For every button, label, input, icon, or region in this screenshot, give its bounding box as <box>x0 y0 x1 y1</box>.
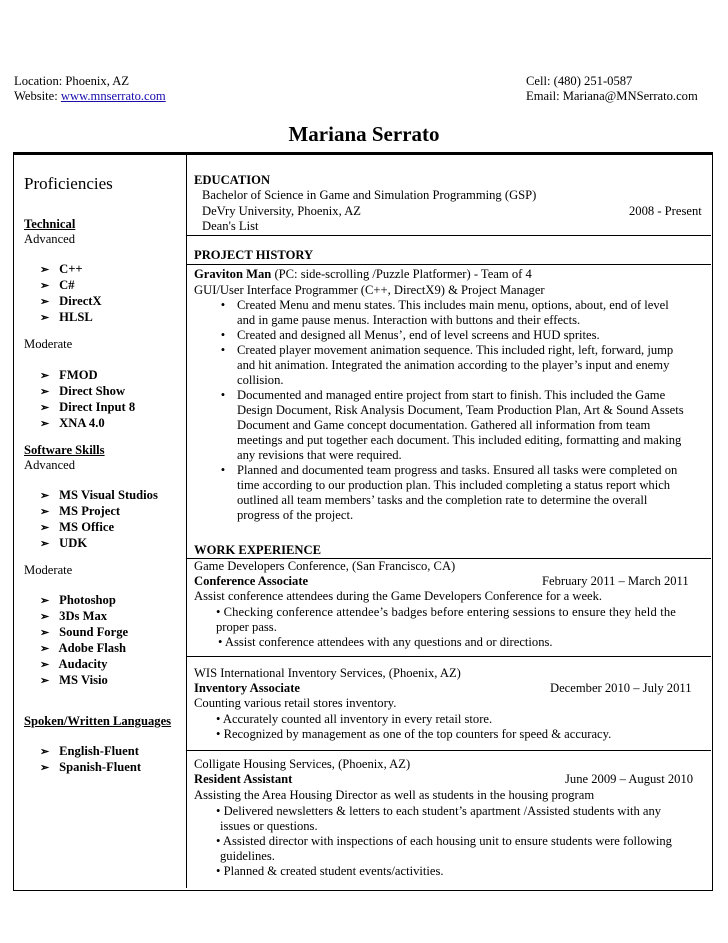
advanced-skill-list <box>40 262 102 326</box>
project-bullets <box>216 298 684 523</box>
bullet-icon: • <box>220 343 226 357</box>
candidate-name: Mariana Serrato <box>288 122 440 146</box>
job-summary: Assisting the Area Housing Director as well as students in the housing program <box>194 788 595 802</box>
job-bullets <box>216 804 672 879</box>
job-organization: Colligate Housing Services, (Phoenix, AZ) <box>194 757 411 771</box>
list-item: ➢ C# <box>40 278 75 292</box>
bullet-icon: • <box>216 605 224 619</box>
bullet-icon: • <box>216 834 223 848</box>
languages-heading: Spoken/Written Languages <box>24 714 172 728</box>
arrow-bullet-icon: ➢ <box>40 643 50 655</box>
moderate-label: Moderate <box>24 563 73 577</box>
divider <box>187 656 711 657</box>
education-heading: EDUCATION <box>194 173 271 187</box>
languages-list <box>40 744 141 776</box>
list-item: • Created Menu and menu states. This includes main menu, options, about, end of level and in game pause menus. Interaction with buttons and their effects. <box>216 298 684 328</box>
email-text: Email: Mariana@MNSerrato.com <box>526 89 698 103</box>
divider <box>187 235 711 236</box>
location-text: Location: Phoenix, AZ <box>14 74 130 88</box>
list-item: • Assist conference attendees with any questions and or directions. <box>218 635 553 649</box>
list-item-continuation: guidelines. <box>220 849 275 863</box>
arrow-bullet-icon: ➢ <box>40 595 50 607</box>
list-item: • Accurately counted all inventory in every retail store. <box>216 712 493 726</box>
arrow-bullet-icon: ➢ <box>40 296 50 308</box>
list-item: ➢ Photoshop <box>40 593 116 607</box>
arrow-bullet-icon: ➢ <box>40 522 50 534</box>
website-link[interactable]: www.mnserrato.com <box>60 89 166 103</box>
list-item: • Created and designed all Menus’, end of level screens and HUD sprites. <box>216 328 684 343</box>
list-item: ➢ Audacity <box>40 657 108 671</box>
list-item: ➢ MS Office <box>40 520 115 534</box>
list-item: ➢ DirectX <box>40 294 102 308</box>
list-item: • Recognized by management as one of the top counters for speed & accuracy. <box>216 727 612 741</box>
list-item: ➢ MS Visual Studios <box>40 488 158 502</box>
list-item: • Planned & created student events/activities. <box>216 864 444 878</box>
arrow-bullet-icon: ➢ <box>40 746 50 758</box>
job-summary: Counting various retail stores inventory. <box>194 696 397 710</box>
job-organization: WIS International Inventory Services, (Phoenix, AZ) <box>194 666 461 680</box>
list-item: • Delivered newsletters & letters to each student’s apartment /Assisted students with any <box>216 804 662 818</box>
list-item-continuation: issues or questions. <box>220 819 318 833</box>
list-item: ➢ 3Ds Max <box>40 609 108 623</box>
bullet-icon: • <box>220 298 226 312</box>
job-bullets <box>216 712 611 742</box>
job-organization: Game Developers Conference, (San Francisco, CA) <box>194 559 456 573</box>
list-item: ➢ XNA 4.0 <box>40 416 105 430</box>
arrow-bullet-icon: ➢ <box>40 538 50 550</box>
list-item: • Checking conference attendee’s badges before entering sessions to ensure they held the <box>216 605 677 619</box>
list-item: ➢ HLSL <box>40 310 93 324</box>
list-item: ➢ English-Fluent <box>40 744 139 758</box>
arrow-bullet-icon: ➢ <box>40 506 50 518</box>
bullet-icon: • <box>216 727 224 741</box>
arrow-bullet-icon: ➢ <box>40 402 50 414</box>
job-dates: June 2009 – August 2010 <box>565 772 694 786</box>
technical-heading: Technical <box>24 217 76 231</box>
list-item: ➢ C++ <box>40 262 83 276</box>
bullet-icon: • <box>220 463 226 477</box>
work-experience-heading: WORK EXPERIENCE <box>194 543 322 557</box>
arrow-bullet-icon: ➢ <box>40 611 50 623</box>
list-item-continuation: proper pass. <box>216 620 277 634</box>
project-history-heading: PROJECT HISTORY <box>194 248 314 262</box>
moderate-label: Moderate <box>24 337 73 351</box>
website-label: Website: <box>14 89 61 103</box>
bullet-icon: • <box>220 328 226 342</box>
arrow-bullet-icon: ➢ <box>40 627 50 639</box>
arrow-bullet-icon: ➢ <box>40 370 50 382</box>
arrow-bullet-icon: ➢ <box>40 762 50 774</box>
list-item: ➢ UDK <box>40 536 88 550</box>
proficiencies-title: Proficiencies <box>24 174 113 193</box>
job-bullets <box>216 605 676 650</box>
arrow-bullet-icon: ➢ <box>40 264 50 276</box>
list-item: ➢ FMOD <box>40 368 98 382</box>
bullet-icon: • <box>216 804 224 818</box>
degree-text: Bachelor of Science in Game and Simulation Programming (GSP) <box>202 188 537 202</box>
advanced-label: Advanced <box>24 232 76 246</box>
job-summary: Assist conference attendees during the Game Developers Conference for a week. <box>194 589 603 603</box>
job-dates: February 2011 – March 2011 <box>542 574 689 588</box>
bullet-icon: • <box>220 388 226 402</box>
arrow-bullet-icon: ➢ <box>40 386 50 398</box>
list-item: • Documented and managed entire project from start to finish. This included the Game Design Document, Risk Analysis Document, Team Production Plan, Art & Sound Assets Document and Game concept documentation. Gathered all information from team meetings and put together each document. This included editing, formatting and making any revisions that were required. <box>216 388 684 463</box>
list-item: ➢ Spanish-Fluent <box>40 760 142 774</box>
software-advanced-list <box>40 488 158 552</box>
list-item: ➢ Sound Forge <box>40 625 129 639</box>
project-name: Graviton Man <box>194 267 272 281</box>
project-title-line <box>194 267 532 282</box>
education-dates: 2008 - Present <box>629 204 702 218</box>
arrow-bullet-icon: ➢ <box>40 490 50 502</box>
arrow-bullet-icon: ➢ <box>40 280 50 292</box>
arrow-bullet-icon: ➢ <box>40 312 50 324</box>
divider <box>187 750 711 751</box>
job-title: Conference Associate <box>194 574 309 588</box>
divider <box>187 264 711 265</box>
arrow-bullet-icon: ➢ <box>40 659 50 671</box>
software-skills-heading: Software Skills <box>24 443 105 457</box>
job-dates: December 2010 – July 2011 <box>550 681 692 695</box>
arrow-bullet-icon: ➢ <box>40 418 50 430</box>
list-item: • Created player movement animation sequence. This included right, left, forward, jump and hit animation. Integrated the animation according to the player’s input and enemy collision. <box>216 343 684 388</box>
arrow-bullet-icon: ➢ <box>40 675 50 687</box>
school-text: DeVry University, Phoenix, AZ <box>202 204 361 218</box>
list-item: ➢ MS Visio <box>40 673 108 687</box>
project-role: GUI/User Interface Programmer (C++, DirectX9) & Project Manager <box>194 283 545 297</box>
job-title: Inventory Associate <box>194 681 300 695</box>
moderate-skill-list <box>40 368 135 432</box>
bullet-icon: • <box>216 864 224 878</box>
list-item: • Planned and documented team progress and tasks. Ensured all tasks were completed on time according to our production plan. This included completing a status report which outlined all team members’ tasks and the completion rate to determine the overall progress of the project. <box>216 463 684 523</box>
advanced-label: Advanced <box>24 458 76 472</box>
list-item: ➢ MS Project <box>40 504 121 518</box>
website-line <box>14 89 166 104</box>
bullet-icon: • <box>216 712 223 726</box>
list-item: ➢ Adobe Flash <box>40 641 127 655</box>
list-item: ➢ Direct Input 8 <box>40 400 136 414</box>
cell-text: Cell: (480) 251-0587 <box>526 74 633 88</box>
project-description: (PC: side-scrolling /Puzzle Platformer) - Team of 4 <box>271 267 532 281</box>
bullet-icon: • <box>218 635 225 649</box>
list-item: • Assisted director with inspections of each housing unit to ensure students were following <box>216 834 672 848</box>
list-item: ➢ Direct Show <box>40 384 126 398</box>
job-title: Resident Assistant <box>194 772 293 786</box>
honor-text: Dean's List <box>202 219 259 233</box>
software-moderate-list <box>40 593 128 689</box>
